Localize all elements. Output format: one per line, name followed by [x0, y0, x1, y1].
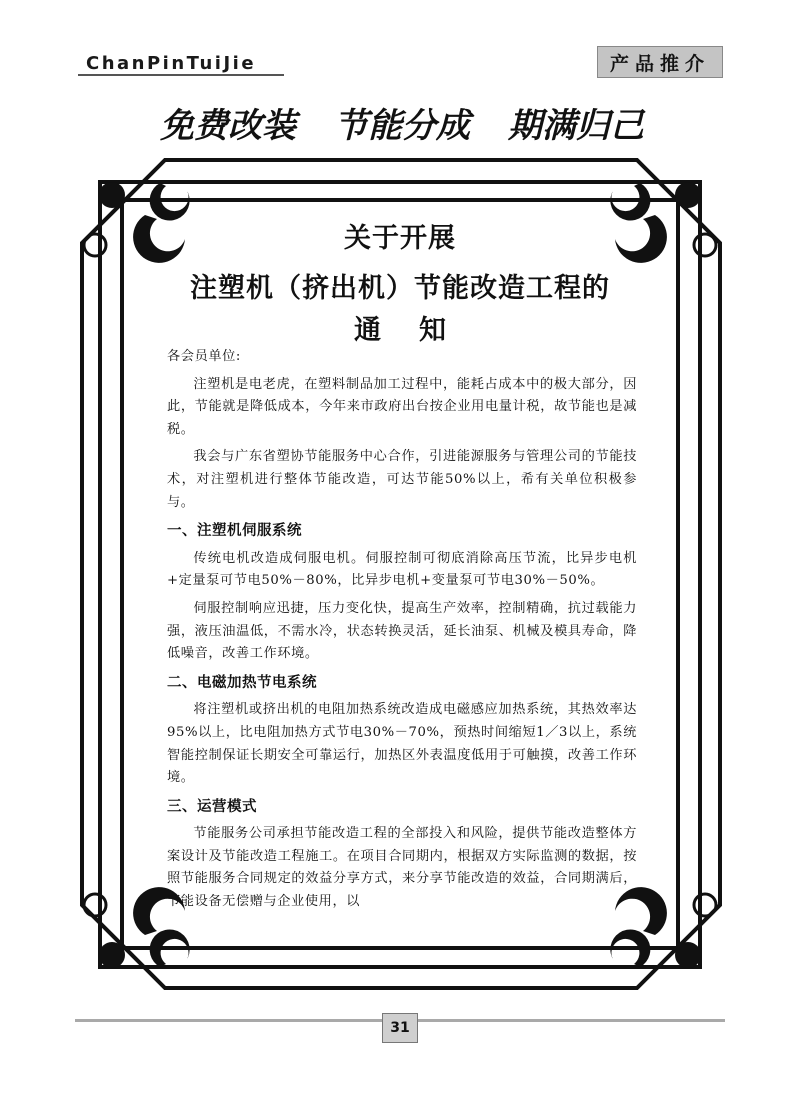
section-3-heading: 三、运营模式	[167, 798, 257, 815]
salutation: 各会员单位:	[167, 349, 241, 364]
slogan-part-2: 节能分成	[334, 106, 470, 146]
title-line-1: 关于开展	[344, 223, 456, 254]
notice-body	[167, 346, 637, 919]
section-tag: 产品推介	[597, 46, 723, 78]
section-3-paragraph-1: 节能服务公司承担节能改造工程的全部投入和风险，提供节能改造整体方案设计及节能改造工程施工。在项目合同期内，根据双方实际监测的数据，按照节能服务合同规定的效益分享方式，来分享节能改造的效益，合同期满后，节能设备无偿赠与企业使用，以	[167, 826, 637, 910]
section-1-heading: 一、注塑机伺服系统	[167, 523, 302, 540]
slogan-part-3: 期满归己	[508, 106, 644, 146]
header-pinyin-title: ChanPinTuiJie	[86, 53, 257, 74]
intro-paragraph-1: 注塑机是电老虎，在塑料制品加工过程中，能耗占成本中的极大部分，因此，节能就是降低成本，今年来市政府出台按企业用电量计税，故节能也是减税。	[167, 376, 637, 437]
section-1-paragraph-2: 伺服控制响应迅捷，压力变化快，提高生产效率，控制精确，抗过载能力强，液压油温低，不需水冷，状态转换灵活，延长油泵、机械及模具寿命，降低噪音，改善工作环境。	[167, 600, 637, 662]
section-2-heading: 二、电磁加热节电系统	[167, 674, 317, 691]
title-line-3: 通知	[354, 315, 484, 346]
section-2-paragraph-1: 将注塑机或挤出机的电阻加热系统改造成电磁感应加热系统，其热效率达95%以上，比电阻加热方式节电30%－70%，预热时间缩短1／3以上，系统智能控制保证长期安全可靠运行，加热区外表温度低用于可触摸，改善工作环境。	[167, 702, 637, 786]
title-line-2: 注塑机（挤出机）节能改造工程的	[190, 273, 610, 304]
section-1-paragraph-1: 传统电机改造成伺服电机。伺服控制可彻底消除高压节流，比异步电机+定量泵可节电50%－80%，比异步电机+变量泵可节电30%－50%。	[167, 550, 637, 589]
intro-paragraph-2: 我会与广东省塑协节能服务中心合作，引进能源服务与管理公司的节能技术，对注塑机进行整体节能改造，可达节能50%以上，希有关单位积极参与。	[167, 449, 637, 510]
page-number: 31	[382, 1013, 418, 1043]
slogan-part-1: 免费改装	[160, 106, 296, 146]
